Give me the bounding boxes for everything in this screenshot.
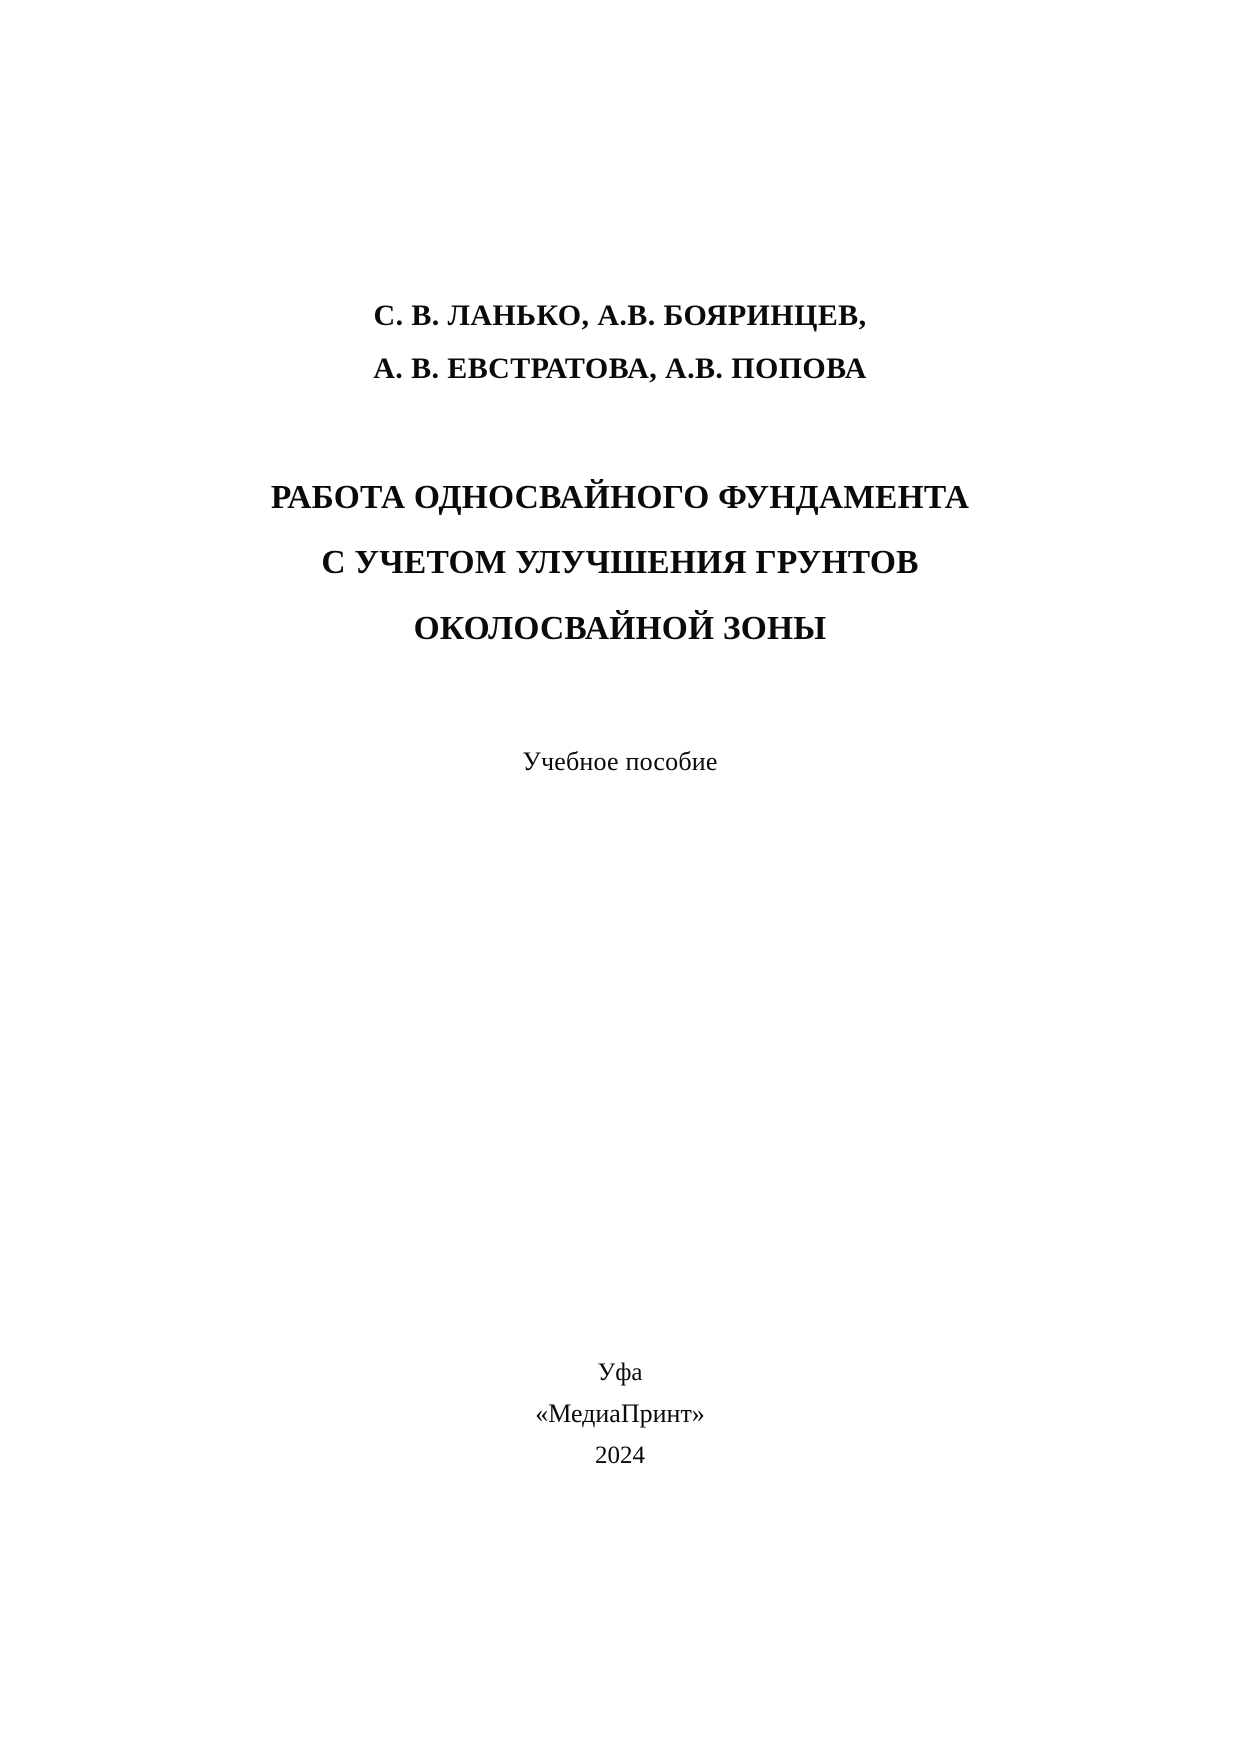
title-line-2: С УЧЕТОМ УЛУЧШЕНИЯ ГРУНТОВ <box>321 544 919 582</box>
authors-line-2: А. В. ЕВСТРАТОВА, А.В. ПОПОВА <box>373 351 867 385</box>
document-subtitle: Учебное пособие <box>522 746 718 776</box>
authors-block <box>150 290 1090 395</box>
imprint-block <box>0 1353 1240 1476</box>
authors-line-1: С. В. ЛАНЬКО, А.В. БОЯРИНЦЕВ, <box>373 299 867 332</box>
title-line-3: ОКОЛОСВАЙНОЙ ЗОНЫ <box>413 609 827 647</box>
imprint-year: 2024 <box>595 1441 645 1469</box>
title-line-1: РАБОТА ОДНОСВАЙНОГО ФУНДАМЕНТА <box>270 479 970 516</box>
page-title <box>150 465 1090 661</box>
imprint-publisher: «МедиаПринт» <box>535 1399 705 1429</box>
imprint-city: Уфа <box>597 1358 643 1386</box>
